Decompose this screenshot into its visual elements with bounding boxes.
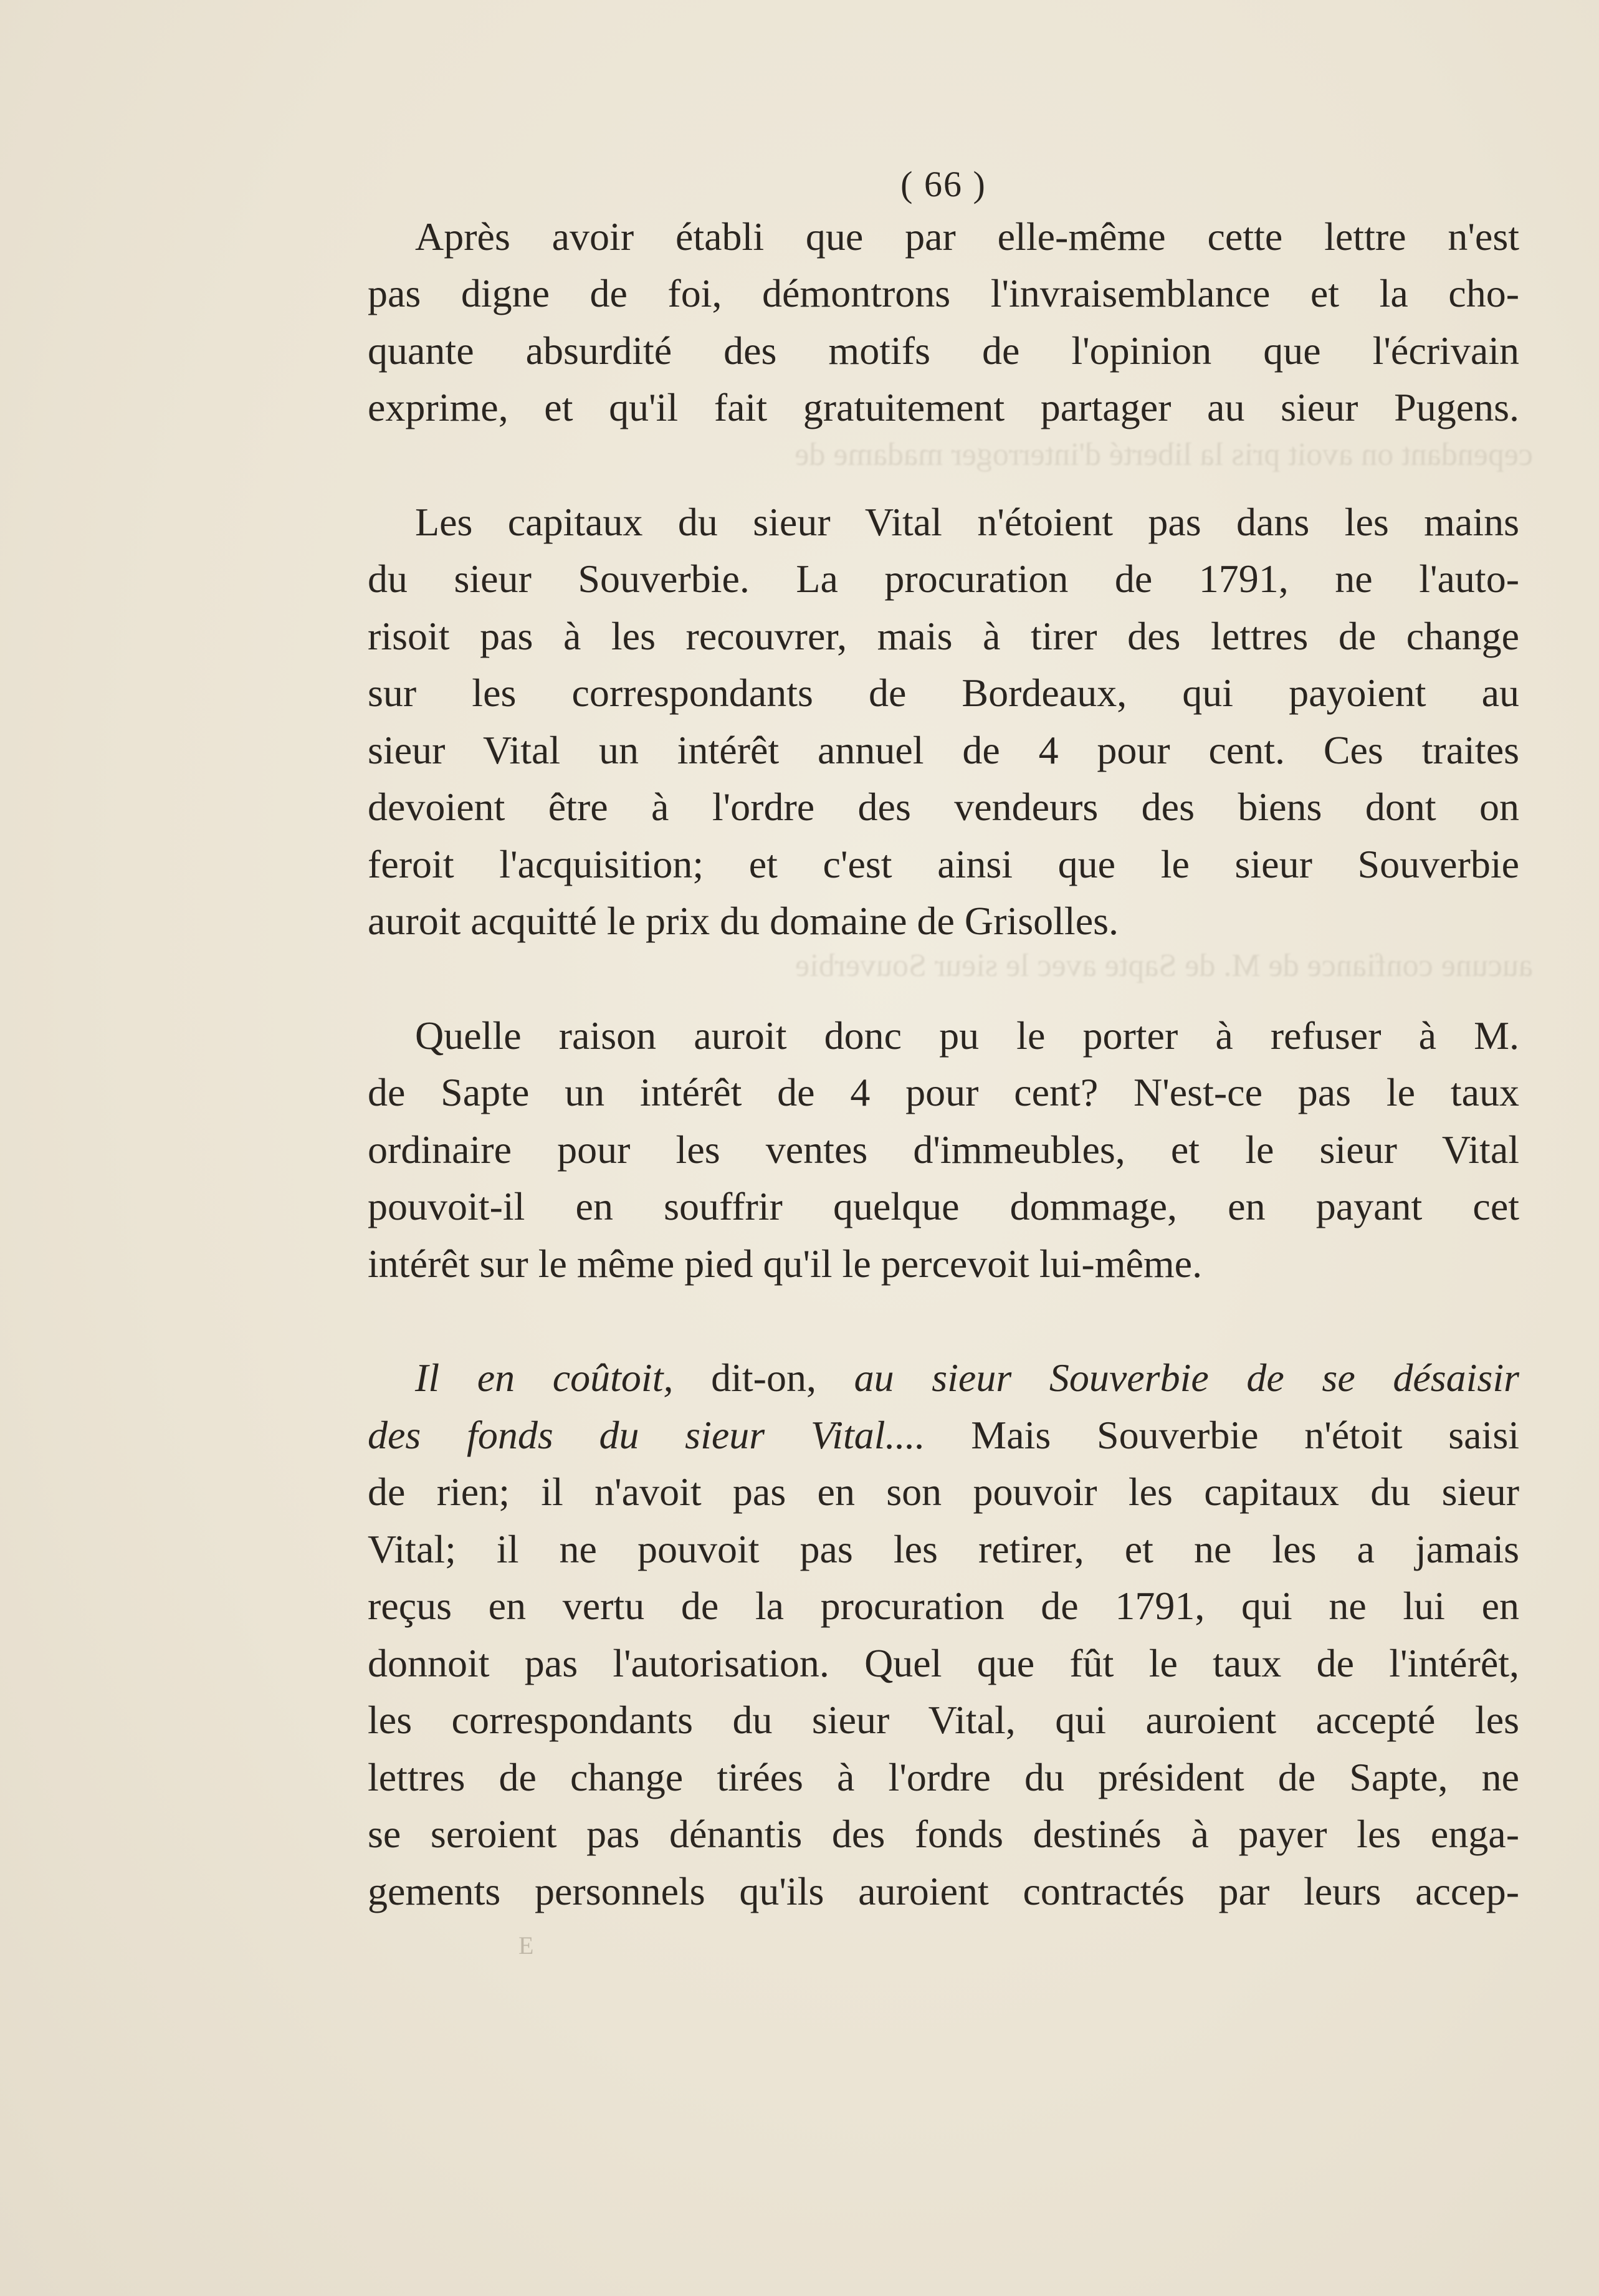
- text-line: Quelle raison auroit donc pu le porter à refuser à M.: [415, 1013, 1519, 1058]
- text-line: feroit l'acquisition; et c'est ainsi que le sieur Souverbie: [368, 841, 1519, 886]
- text-line: [368, 1349, 1519, 1407]
- text-line: se seroient pas dénantis des fonds destinés à payer les enga-: [368, 1812, 1519, 1856]
- text-line: auroit acquitté le prix du domaine de Grisolles.: [368, 899, 1119, 943]
- text-line: pas digne de foi, démontrons l'invraisemblance et la cho-: [368, 271, 1519, 315]
- paragraph-3: [368, 1007, 1519, 1293]
- text-line: Vital; il ne pouvoit pas les retirer, et ne les a jamais: [368, 1526, 1519, 1571]
- text-line: risoit pas à les recouvrer, mais à tirer des lettres de change: [368, 613, 1519, 658]
- signature-mark: E: [518, 1931, 534, 1959]
- italic-phrase: des fonds du sieur Vital....: [368, 1412, 925, 1457]
- text-line: les correspondants du sieur Vital, qui auroient accepté les: [368, 1698, 1519, 1742]
- text-line: sieur Vital un intérêt annuel de 4 pour cent. Ces traites: [368, 727, 1519, 772]
- text-line: quante absurdité des motifs de l'opinion que l'écrivain: [368, 328, 1519, 373]
- reverse-side-show-through: cependant on avoit pris la liberté d'interroger madame de: [795, 437, 1533, 472]
- text-line: lettres de change tirées à l'ordre du président de Sapte, ne: [368, 1754, 1519, 1799]
- text-line: Les capitaux du sieur Vital n'étoient pas dans les mains: [415, 499, 1519, 544]
- text-line: de rien; il n'avoit pas en son pouvoir les capitaux du sieur: [368, 1470, 1519, 1514]
- text-line: ordinaire pour les ventes d'immeubles, et le sieur Vital: [368, 1127, 1519, 1172]
- text-line: donnoit pas l'autorisation. Quel que fût le taux de l'intérêt,: [368, 1640, 1519, 1685]
- paragraph-4: [368, 1349, 1519, 1920]
- paragraph-1: [368, 208, 1519, 436]
- text-line: de Sapte un intérêt de 4 pour cent? N'est-ce pas le taux: [368, 1070, 1519, 1114]
- text-line: reçus en vertu de la procuration de 1791, qui ne lui en: [368, 1584, 1519, 1628]
- text-line: exprime, et qu'il fait gratuitement partager au sieur Pugens.: [368, 385, 1519, 429]
- text-line: intérêt sur le même pied qu'il le percevoit lui-même.: [368, 1241, 1203, 1286]
- text-line: sur les correspondants de Bordeaux, qui payoient au: [368, 671, 1519, 715]
- roman-phrase: dit-on,: [673, 1356, 854, 1400]
- text-line: devoient être à l'ordre des vendeurs des biens dont on: [368, 785, 1519, 829]
- paragraph-2: [368, 494, 1519, 950]
- text-line: [368, 1407, 1519, 1464]
- page-number: ( 66 ): [900, 164, 986, 204]
- text-line: du sieur Souverbie. La procuration de 1791, ne l'auto-: [368, 557, 1519, 601]
- text-line: Après avoir établi que par elle-même cette lettre n'est: [415, 214, 1519, 259]
- text-line: gements personnels qu'ils auroient contractés par leurs accep-: [368, 1868, 1519, 1913]
- text-line: pouvoit-il en souffrir quelque dommage, en payant cet: [368, 1184, 1519, 1228]
- roman-phrase: Mais Souverbie n'étoit saisi: [925, 1412, 1519, 1457]
- italic-phrase: Il en coûtoit,: [415, 1356, 674, 1400]
- document-body: [368, 156, 1519, 1977]
- italic-phrase: au sieur Souverbie de se désaisir: [854, 1356, 1520, 1400]
- reverse-side-show-through: aucune confiance de M. de Sapte avec le sieur Souverbie: [795, 948, 1533, 983]
